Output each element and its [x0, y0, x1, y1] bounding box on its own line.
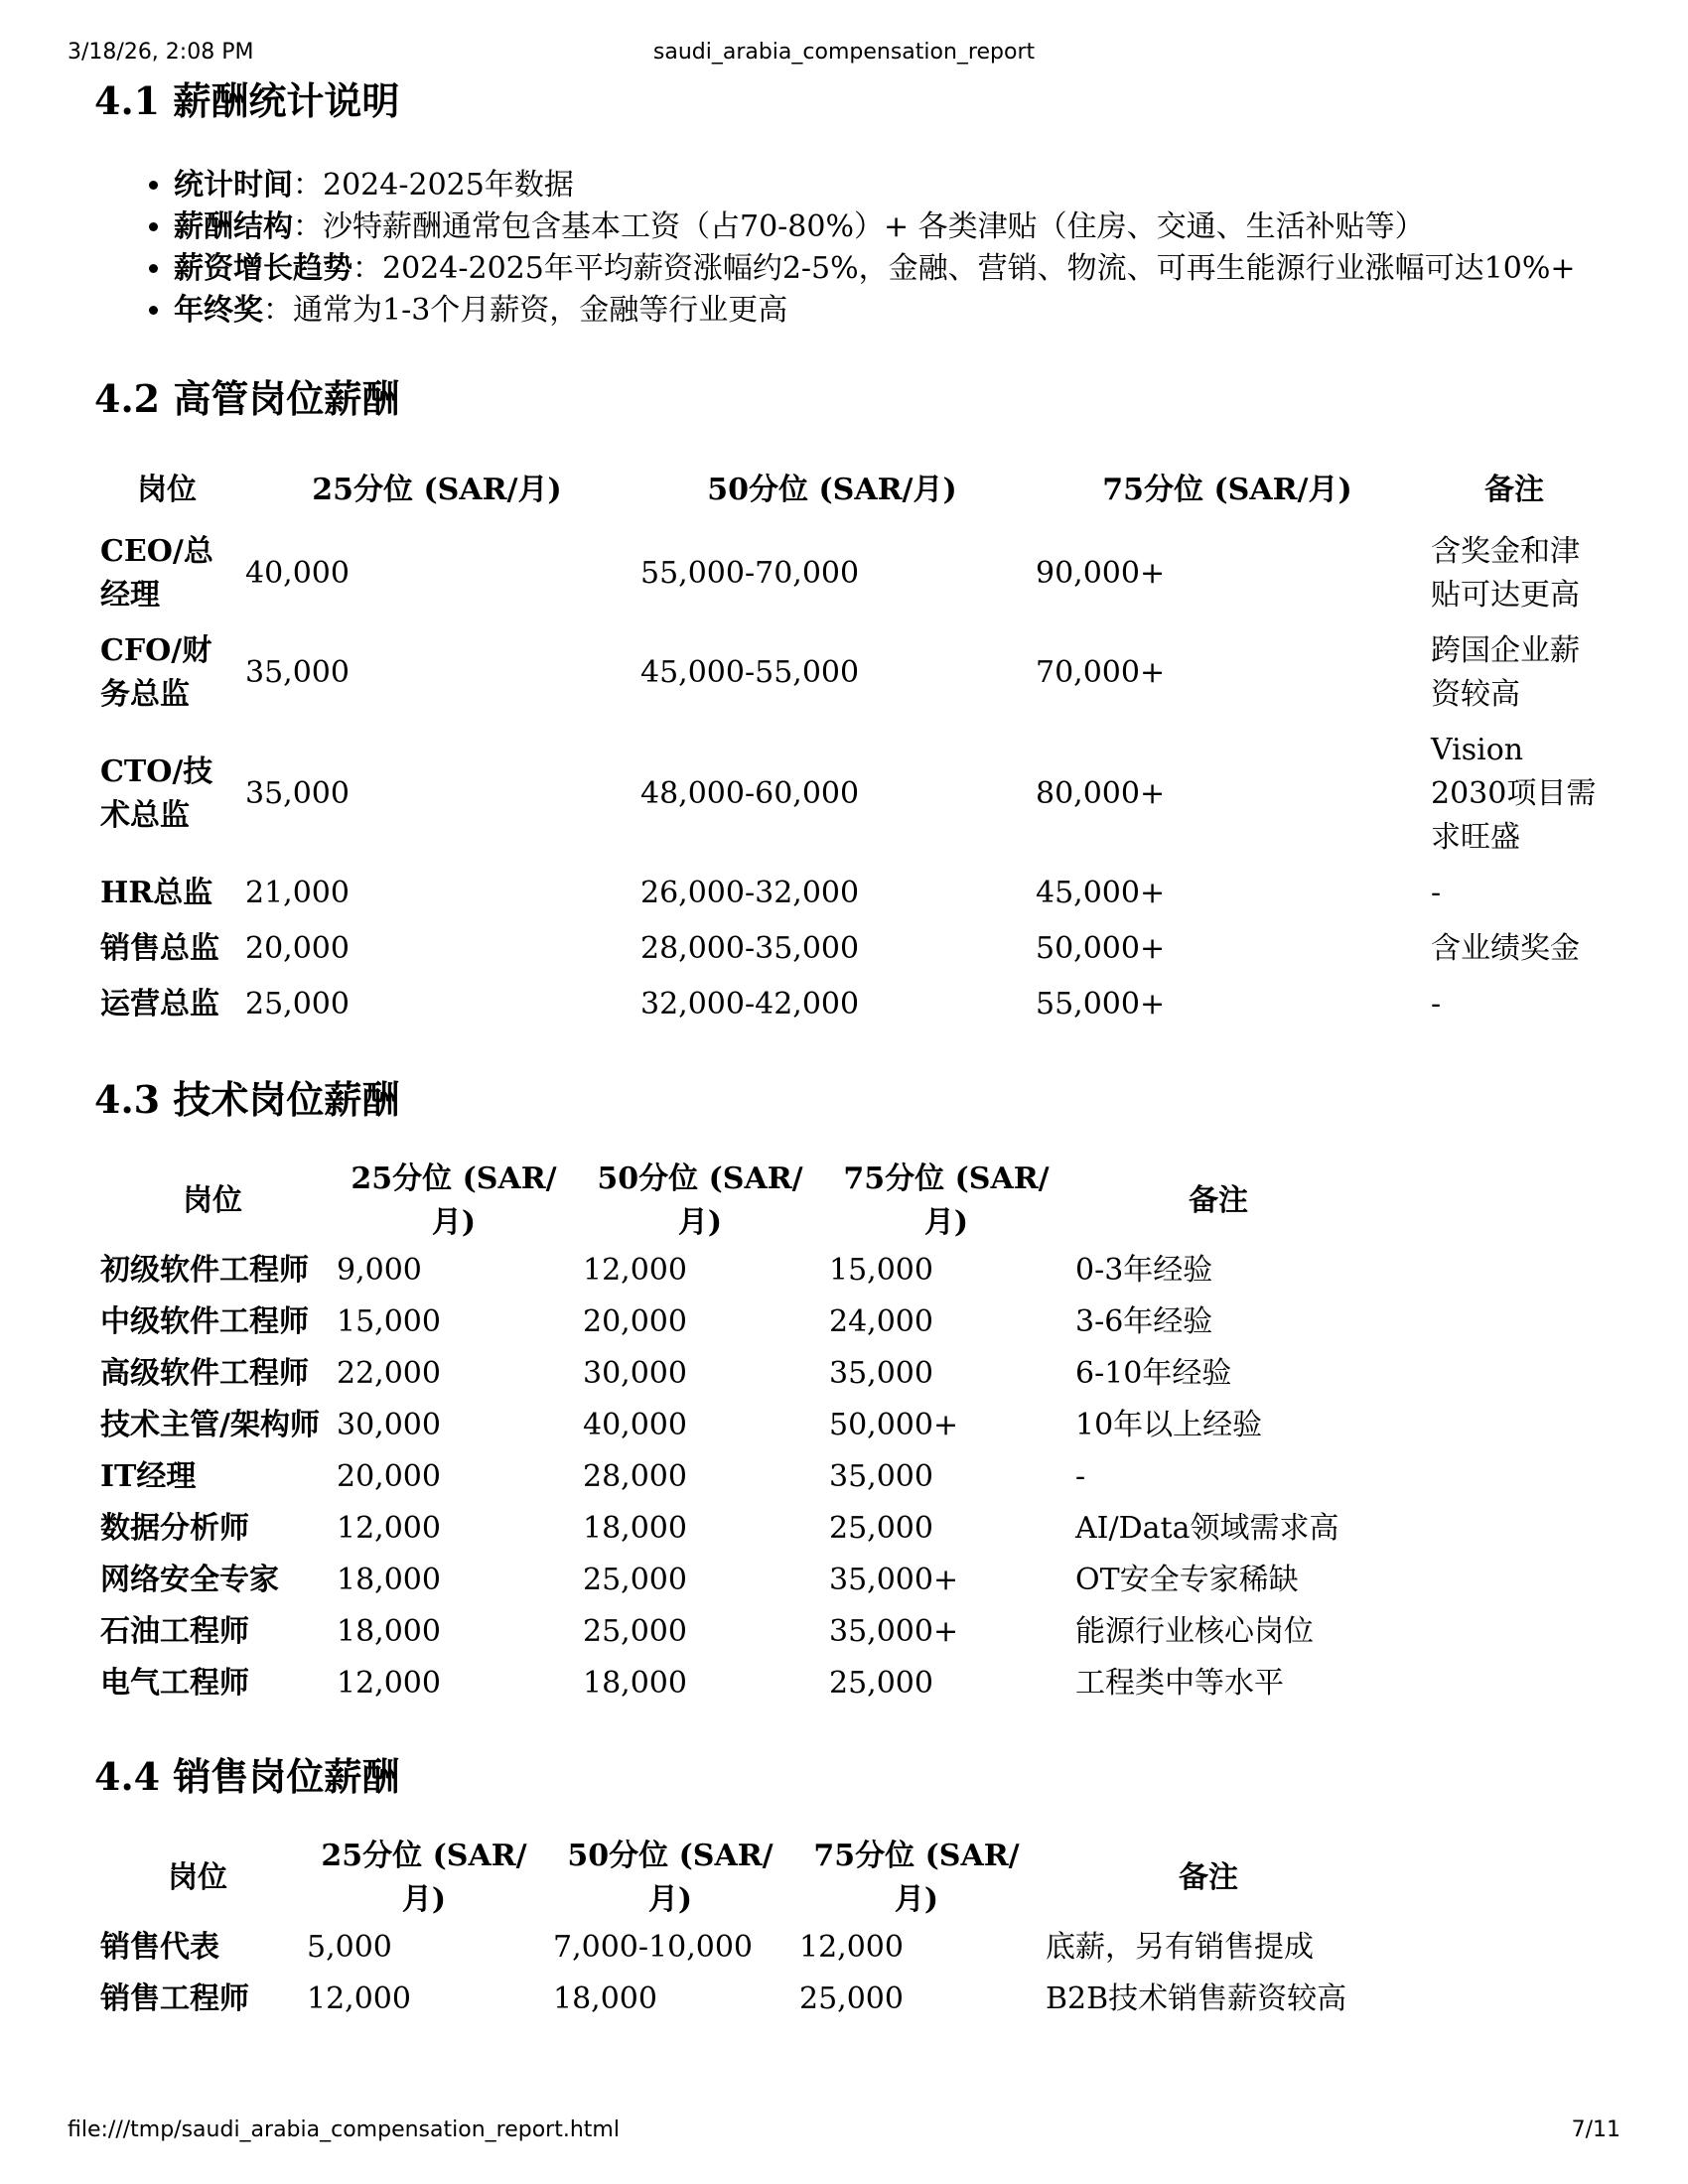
- cell-p75: 50,000+: [1036, 931, 1166, 966]
- cell-p25: 12,000: [337, 1511, 441, 1546]
- cell-p50: 25,000: [583, 1614, 687, 1649]
- note-key: 薪资增长趋势: [174, 251, 352, 286]
- tech-salary-table: [94, 1158, 1367, 1709]
- cell-position: 销售工程师: [100, 1981, 249, 2016]
- cell-p75: 12,000: [799, 1930, 904, 1965]
- cell-p50: 55,000-70,000: [640, 556, 860, 591]
- cell-p50: 45,000-55,000: [640, 655, 860, 690]
- cell-note: 6-10年经验: [1075, 1356, 1232, 1391]
- cell-position: 技术主管/架构师: [100, 1408, 320, 1442]
- cell-position: 网络安全专家: [100, 1563, 279, 1597]
- table-row: [94, 1974, 1377, 2025]
- cell-p50: 7,000-10,000: [553, 1930, 753, 1965]
- note-text: 2024-2025年数据: [323, 168, 574, 203]
- cell-note: 含业绩奖金: [1431, 931, 1580, 966]
- cell-p50: 26,000-32,000: [640, 876, 860, 910]
- cell-position: 运营总监: [100, 987, 219, 1022]
- cell-p50: 28,000: [583, 1459, 687, 1494]
- cell-note: -: [1431, 987, 1442, 1022]
- cell-p25: 18,000: [337, 1614, 441, 1649]
- table-header-row: [94, 457, 1604, 524]
- table-row: [94, 1245, 1367, 1297]
- table-row: [94, 1348, 1367, 1400]
- cell-p75: 45,000+: [1036, 876, 1166, 910]
- sales-salary-table: [94, 1835, 1377, 2025]
- col-header-p50: 50分位 (SAR/月): [567, 1839, 774, 1917]
- cell-position: 初级软件工程师: [100, 1253, 309, 1288]
- cell-p25: 12,000: [337, 1666, 441, 1701]
- cell-note: AI/Data领域需求高: [1075, 1511, 1339, 1546]
- table-row: [94, 1555, 1367, 1606]
- col-header-p25: 25分位 (SAR/月): [321, 1839, 527, 1917]
- note-sep: ：: [293, 209, 323, 244]
- cell-note: 工程类中等水平: [1075, 1666, 1284, 1701]
- cell-p25: 21,000: [245, 876, 350, 910]
- table-header-row: [94, 1835, 1377, 1922]
- cell-note: 底薪，另有销售提成: [1046, 1930, 1314, 1965]
- cell-p75: 55,000+: [1036, 987, 1166, 1022]
- col-header-p25: 25分位 (SAR/月): [351, 1161, 557, 1240]
- table-row: [94, 1400, 1367, 1451]
- note-sep: ：: [263, 293, 293, 328]
- col-header-p50: 50分位 (SAR/月): [597, 1161, 803, 1240]
- cell-p50: 18,000: [553, 1981, 657, 2016]
- table-header-row: [94, 1158, 1367, 1245]
- note-key: 年终奖: [174, 293, 263, 328]
- cell-p25: 25,000: [245, 987, 350, 1022]
- cell-p25: 18,000: [337, 1563, 441, 1597]
- cell-position: HR总监: [100, 876, 213, 910]
- cell-position: 电气工程师: [100, 1666, 249, 1701]
- col-header-note: 备注: [1189, 1183, 1248, 1218]
- cell-p25: 30,000: [337, 1408, 441, 1442]
- cell-note: -: [1075, 1459, 1086, 1494]
- cell-p75: 25,000: [799, 1981, 904, 2016]
- col-header-position: 岗位: [183, 1183, 242, 1218]
- col-header-p75: 75分位 (SAR/月): [813, 1839, 1020, 1917]
- cell-p50: 12,000: [583, 1253, 687, 1288]
- cell-position: CFO/财务总监: [100, 633, 212, 712]
- cell-note: 含奖金和津贴可达更高: [1431, 534, 1580, 613]
- col-header-p75: 75分位 (SAR/月): [843, 1161, 1050, 1240]
- cell-p25: 22,000: [337, 1356, 441, 1391]
- table-row: [94, 1451, 1367, 1503]
- table-row: [94, 1606, 1367, 1658]
- list-item: [174, 165, 1604, 206]
- section-title-exec: 4.2 高管岗位薪酬: [94, 376, 400, 421]
- cell-position: 销售代表: [100, 1930, 219, 1965]
- list-item: [174, 248, 1604, 290]
- cell-p50: 25,000: [583, 1563, 687, 1597]
- cell-position: 中级软件工程师: [100, 1304, 309, 1339]
- cell-p75: 15,000: [829, 1253, 933, 1288]
- cell-note: 能源行业核心岗位: [1075, 1614, 1314, 1649]
- cell-p50: 18,000: [583, 1666, 687, 1701]
- note-text: 沙特薪酬通常包含基本工资（占70-80%）+ 各类津贴（住房、交通、生活补贴等）: [323, 209, 1425, 244]
- cell-p50: 48,000-60,000: [640, 776, 860, 811]
- list-item: [174, 290, 1604, 332]
- cell-p25: 15,000: [337, 1304, 441, 1339]
- cell-note: B2B技术销售薪资较高: [1046, 1981, 1347, 2016]
- cell-position: 高级软件工程师: [100, 1356, 309, 1391]
- print-datetime: 3/18/26, 2:08 PM: [68, 40, 254, 65]
- col-header-position: 岗位: [168, 1860, 227, 1895]
- note-key: 统计时间: [174, 168, 293, 203]
- stats-notes-list: [94, 165, 1604, 332]
- col-header-note: 备注: [1179, 1860, 1238, 1895]
- col-header-note: 备注: [1484, 473, 1544, 507]
- col-header-p75: 75分位 (SAR/月): [1102, 473, 1352, 507]
- print-doc-title: saudi_arabia_compensation_report: [652, 40, 1036, 65]
- section-title-tech: 4.3 技术岗位薪酬: [94, 1077, 400, 1122]
- cell-p75: 24,000: [829, 1304, 933, 1339]
- table-row: [94, 977, 1604, 1032]
- table-row: [94, 1503, 1367, 1555]
- list-item: [174, 206, 1604, 248]
- cell-p25: 40,000: [245, 556, 350, 591]
- table-row: [94, 1297, 1367, 1348]
- cell-note: OT安全专家稀缺: [1075, 1563, 1299, 1597]
- cell-p75: 25,000: [829, 1666, 933, 1701]
- cell-p50: 28,000-35,000: [640, 931, 860, 966]
- cell-p25: 35,000: [245, 655, 350, 690]
- cell-note: -: [1431, 876, 1442, 910]
- cell-p75: 50,000+: [829, 1408, 959, 1442]
- note-sep: ：: [293, 168, 323, 203]
- table-row: [94, 524, 1604, 623]
- note-text: 2024-2025年平均薪资涨幅约2-5%，金融、营销、物流、可再生能源行业涨幅可达10%+: [382, 251, 1576, 286]
- cell-note: 跨国企业薪资较高: [1431, 633, 1580, 712]
- col-header-p25: 25分位 (SAR/月): [312, 473, 562, 507]
- cell-note: 10年以上经验: [1075, 1408, 1263, 1442]
- cell-note: Vision 2030项目需求旺盛: [1431, 733, 1597, 855]
- section-title-stats: 4.1 薪酬统计说明: [94, 78, 400, 123]
- cell-note: 3-6年经验: [1075, 1304, 1213, 1339]
- section-title-sales: 4.4 销售岗位薪酬: [94, 1754, 400, 1799]
- cell-p75: 70,000+: [1036, 655, 1166, 690]
- table-row: [94, 921, 1604, 977]
- cell-p75: 90,000+: [1036, 556, 1166, 591]
- report-content: [94, 71, 1604, 2025]
- col-header-p50: 50分位 (SAR/月): [707, 473, 957, 507]
- print-file-url: file:///tmp/saudi_arabia_compensation_report.html: [68, 2117, 620, 2142]
- cell-p75: 35,000: [829, 1356, 933, 1391]
- cell-position: IT经理: [100, 1459, 197, 1494]
- cell-p25: 20,000: [245, 931, 350, 966]
- note-text: 通常为1-3个月薪资，金融等行业更高: [293, 293, 788, 328]
- cell-position: 数据分析师: [100, 1511, 249, 1546]
- cell-position: CEO/总经理: [100, 534, 213, 613]
- cell-p50: 20,000: [583, 1304, 687, 1339]
- note-key: 薪酬结构: [174, 209, 293, 244]
- cell-p75: 35,000: [829, 1459, 933, 1494]
- cell-p50: 40,000: [583, 1408, 687, 1442]
- exec-salary-table: [94, 457, 1604, 1032]
- cell-p25: 9,000: [337, 1253, 422, 1288]
- cell-note: 0-3年经验: [1075, 1253, 1213, 1288]
- cell-p25: 12,000: [307, 1981, 411, 2016]
- table-row: [94, 723, 1604, 866]
- cell-p75: 35,000+: [829, 1563, 959, 1597]
- table-row: [94, 623, 1604, 723]
- cell-p50: 18,000: [583, 1511, 687, 1546]
- cell-p75: 80,000+: [1036, 776, 1166, 811]
- col-header-position: 岗位: [137, 473, 197, 507]
- cell-p25: 20,000: [337, 1459, 441, 1494]
- table-row: [94, 1922, 1377, 1974]
- print-page-number: 7/11: [1571, 2117, 1620, 2142]
- cell-position: CTO/技术总监: [100, 754, 213, 833]
- cell-position: 石油工程师: [100, 1614, 249, 1649]
- note-sep: ：: [352, 251, 382, 286]
- cell-p75: 35,000+: [829, 1614, 959, 1649]
- cell-position: 销售总监: [100, 931, 219, 966]
- cell-p25: 5,000: [307, 1930, 392, 1965]
- cell-p75: 25,000: [829, 1511, 933, 1546]
- table-row: [94, 1658, 1367, 1709]
- cell-p50: 30,000: [583, 1356, 687, 1391]
- cell-p50: 32,000-42,000: [640, 987, 860, 1022]
- cell-p25: 35,000: [245, 776, 350, 811]
- table-row: [94, 866, 1604, 921]
